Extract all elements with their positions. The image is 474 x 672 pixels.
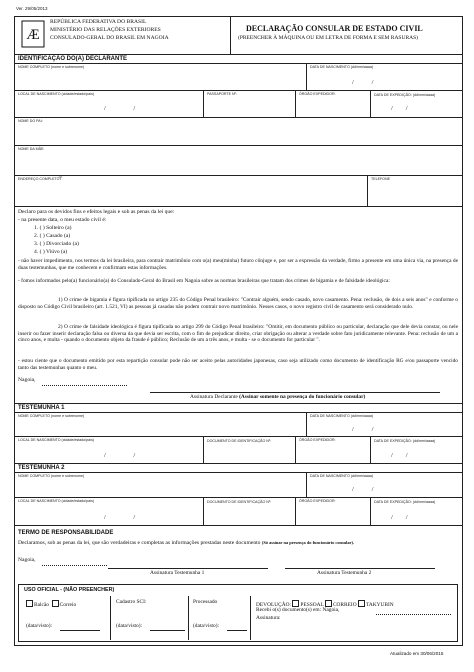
address-label: ENDEREÇO COMPLETO	[18, 177, 60, 181]
declarant-birthdate-slashes: / /	[352, 79, 374, 86]
version-label: Ver. 29/05/2013	[16, 6, 48, 11]
declaration-intro: Declaro para os devidos fins e efeitos legais e sob as penas da lei que:	[18, 209, 175, 215]
responsibility-place: Nagoia,	[18, 557, 36, 563]
phone-label: TELEFONE	[371, 177, 390, 181]
awareness-paragraph: - estou ciente que o documento emitido por esta repartição consular pode não ser aceito pelas autoridades japonesas, caso seja utilizado como documento de identificação RG e/ou passaporte vencido tanto das testemunhas quanto o meu.	[18, 358, 458, 371]
official-processado: Processado	[193, 599, 218, 605]
declaration-place: Nagoia,	[18, 377, 36, 383]
recebi-date-line	[376, 614, 451, 615]
devolucao-label: DEVOLUÇÃO:	[256, 602, 292, 608]
witness2-birthplace-label: LOCAL DE NASCIMENTO (cidade/estado/país)	[18, 499, 95, 503]
divider	[370, 436, 371, 463]
divider	[14, 497, 463, 498]
official-data-visto-3-line	[227, 630, 247, 631]
divider	[203, 436, 204, 463]
divider	[370, 497, 371, 525]
declarant-birthplace-slashes: / /	[104, 105, 136, 112]
witness1-section-title: TESTEMUNHA 1	[18, 405, 65, 411]
divider	[14, 175, 463, 176]
divider	[14, 117, 463, 118]
declarant-signature-note: (Assinar somente na presença do funcionário consular)	[239, 394, 366, 400]
witness2-section-title: TESTEMUNHA 2	[18, 465, 65, 471]
header-divider	[230, 17, 231, 54]
declarant-issuer-label: ÓRGÃO EXPEDIDOR:	[299, 92, 336, 96]
declarant-signature-label	[190, 395, 365, 400]
divider	[14, 90, 463, 91]
divider	[203, 90, 204, 117]
takyubin-label: TAKYUBIN	[365, 602, 394, 608]
divider	[203, 497, 204, 525]
divider	[14, 206, 463, 207]
svg-text:Æ: Æ	[26, 27, 40, 43]
correio2-checkbox[interactable]	[325, 600, 332, 607]
balcao-checkbox[interactable]	[26, 600, 33, 607]
declarant-signature-text: Assinatura Declarante	[190, 394, 238, 400]
witness1-document-label: DOCUMENTO DE IDENTIFICAÇÃO Nº:	[207, 439, 272, 443]
responsibility-text	[18, 541, 354, 547]
divider	[295, 436, 296, 463]
official-assinatura: Assinatura:	[256, 615, 281, 621]
divider	[14, 472, 463, 473]
witness2-birthdate-slashes: / /	[352, 486, 374, 493]
divider	[370, 90, 371, 117]
divider	[306, 63, 307, 90]
witness1-birthplace-slashes: / /	[104, 452, 136, 459]
witness1-birthdate-slashes: / /	[352, 426, 374, 433]
declarant-name-label: NOME COMPLETO (nome e sobrenome)	[18, 65, 85, 69]
correio2-label: CORREIO	[332, 602, 357, 608]
divider	[14, 403, 463, 404]
witness2-issuer-label: ÓRGÃO EXPEDIDOR:	[299, 499, 336, 503]
witness2-signature-line	[285, 568, 435, 569]
no-impediment-paragraph: - não haver impedimento, nos termos da lei brasileira, para contrair matrimônio com o(a) meu(minha) futuro cônjuge e, por ser a expressão da verdade, firmo a presente em uma única via, na presença de duas testemunhas, que me conhecem e confirmam estas informações.	[18, 258, 458, 271]
official-balcao	[26, 600, 76, 608]
divider	[295, 497, 296, 525]
mother-name-label: NOME DA MÃE:	[18, 147, 45, 151]
postal-mark-icon: 〒	[58, 177, 64, 182]
divider	[110, 596, 111, 640]
responsibility-section-title: TERMO DE RESPONSABILIDADE	[18, 530, 114, 536]
bigamy-paragraph: 1) O crime de bigamia é figura tipificada no artigo 235 do Código Penal brasileiro: "Contrair alguém, sendo casado, novo casamento. Pena: reclusão, de dois a seis anos" e conforme o disposto no Código Civil brasileiro (art. 1.521, VI) as pessoas já casadas não podem contrair novo matrimônio. Nesses casos, o novo registro civil de casamento será considerado nulo.	[18, 297, 458, 310]
witness1-name-label: NOME COMPLETO (nome e sobrenome)	[18, 414, 85, 418]
divider	[250, 596, 251, 640]
witness2-name-label: NOME COMPLETO (nome e sobrenome)	[18, 474, 85, 478]
brasao-logo	[20, 20, 46, 48]
correio-label: Correio	[59, 602, 77, 608]
witness2-signature-label: Assinatura Testemunha 2	[317, 570, 372, 576]
recebi-label: Recebi o(s) documento(s) em:	[256, 607, 322, 613]
takyubin-checkbox[interactable]	[358, 600, 365, 607]
witness1-signature-label: Assinatura Testemunha 1	[150, 570, 205, 576]
declarant-issue-date-slashes: / /	[391, 105, 408, 112]
updated-date: Atualizado em 30/06/2015	[390, 651, 444, 656]
divider	[14, 145, 463, 146]
header-bottom-line	[14, 54, 463, 55]
divider	[306, 472, 307, 497]
father-name-label: NOME DO PAI:	[18, 119, 43, 123]
org-line-2: MINISTÉRIO DAS RELAÇÕES EXTERIORES	[50, 27, 161, 33]
ideological-falsity-paragraph: 2) O crime de falsidade ideológica é figura tipificada no artigo 299 do Código Penal brasileiro: "Omitir, em documento público ou particular, declaração que dele devia constar, ou nele inserir ou fazer inserir declaração falsa ou diversa da que devia ser escrita, com o fim de prejudicar direito, criar obrigação ou alterar a verdade sobre fato juridicamente relevante. Pena: reclusão de um a cinco anos, e multa - quando o documento objeto da fraude é público; Reclusão de um a três anos, e multa - se o documento for particular ".	[18, 324, 458, 344]
witness2-issue-date-label: DATA DE EXPEDIÇÃO: (dd/mm/aaaa)	[374, 500, 436, 504]
option-single[interactable]: 1. ( ) Solteiro (a)	[34, 225, 72, 231]
correio-checkbox[interactable]	[52, 600, 59, 607]
form-subtitle: (PREENCHER À MÁQUINA OU EM LETRA DE FORMA E SEM RASURAS)	[238, 35, 418, 41]
option-married[interactable]: 2. ( ) Casado (a)	[34, 233, 71, 239]
divider	[367, 175, 368, 206]
official-cadastro: Cadastro SCI:	[116, 599, 147, 605]
divider	[306, 412, 307, 436]
informed-paragraph: - fomos informados pelo(a) funcionário(a) do Consulado-Geral do Brasil em Nagoia sobre as normas brasileiras que tratam dos crimes de bigamia e de falsidade ideológica:	[18, 278, 390, 284]
declarant-birthplace-label: LOCAL DE NASCIMENTO (cidade/estado/país)	[18, 92, 95, 96]
official-data-visto-2: (data/visto):	[116, 623, 143, 629]
declarant-signature-line	[150, 392, 440, 393]
declarant-birthdate-label: DATA DE NASCIMENTO (dd/mm/aaaa)	[310, 65, 374, 69]
declarant-passport-label: PASSAPORTE Nº:	[207, 92, 237, 96]
divider	[14, 412, 463, 413]
witness1-birthdate-label: DATA DE NASCIMENTO (dd/mm/aaaa)	[310, 414, 374, 418]
declarant-section-title: IDENTIFICAÇÃO DO(A) DECLARANTE	[18, 56, 127, 62]
responsibility-statement: Declaramos, sob as penas da lei, que são verdadeiras e completas as informações prestadas neste documento	[18, 540, 261, 546]
pessoal-label: PESSOAL	[300, 602, 324, 608]
balcao-label: Balcão	[34, 602, 49, 608]
option-widowed[interactable]: 4. ( ) Viúvo (a)	[34, 249, 68, 255]
witness2-birthdate-label: DATA DE NASCIMENTO (dd/mm/aaaa)	[310, 474, 374, 478]
recebi-place: Nagoia,	[322, 607, 340, 613]
form-title: DECLARAÇÃO CONSULAR DE ESTADO CIVIL	[246, 24, 423, 33]
witness1-issue-date-slashes: / /	[391, 452, 408, 459]
divider	[14, 436, 463, 437]
org-line-3: CONSULADO-GERAL DO BRASIL EM NAGOIA	[50, 35, 169, 41]
witness1-signature-line	[108, 568, 268, 569]
declaration-date-line	[42, 385, 127, 386]
witness1-birthplace-label: LOCAL DE NASCIMENTO (cidade/estado/país)	[18, 438, 95, 442]
marital-status-line: - na presente data, o meu estado civil é:	[18, 217, 107, 223]
official-data-visto-2-line	[150, 630, 185, 631]
divider	[14, 63, 463, 64]
divider	[14, 463, 463, 464]
witness2-birthplace-slashes: / /	[104, 514, 136, 521]
witness1-issuer-label: ÓRGÃO EXPEDIDOR:	[299, 438, 336, 442]
option-divorced[interactable]: 3. ( ) Divorciado (a)	[34, 241, 79, 247]
responsibility-note: (Só assinar na presença do funcionário consular).	[261, 540, 355, 545]
witness2-issue-date-slashes: / /	[391, 514, 408, 521]
official-data-visto-1-line	[60, 630, 100, 631]
declarant-issue-date-label: DATA DE EXPEDIÇÃO: (dd/mm/aaaa)	[374, 93, 436, 97]
pessoal-checkbox[interactable]	[292, 600, 299, 607]
divider	[295, 90, 296, 117]
responsibility-date-line	[42, 565, 107, 566]
official-data-visto-1: (data/visto):	[26, 623, 53, 629]
witness1-issue-date-label: DATA DE EXPEDIÇÃO: (dd/mm/aaaa)	[374, 439, 436, 443]
witness2-document-label: DOCUMENTO DE IDENTIFICAÇÃO Nº:	[207, 500, 272, 504]
official-data-visto-3: (data/visto):	[193, 623, 220, 629]
official-use-title: USO OFICIAL - (NÃO PREENCHER)	[24, 587, 115, 593]
org-line-1: REPÚBLICA FEDERATIVA DO BRASIL	[50, 19, 147, 25]
official-recebi	[256, 608, 339, 613]
divider	[188, 596, 189, 640]
divider	[14, 525, 463, 526]
